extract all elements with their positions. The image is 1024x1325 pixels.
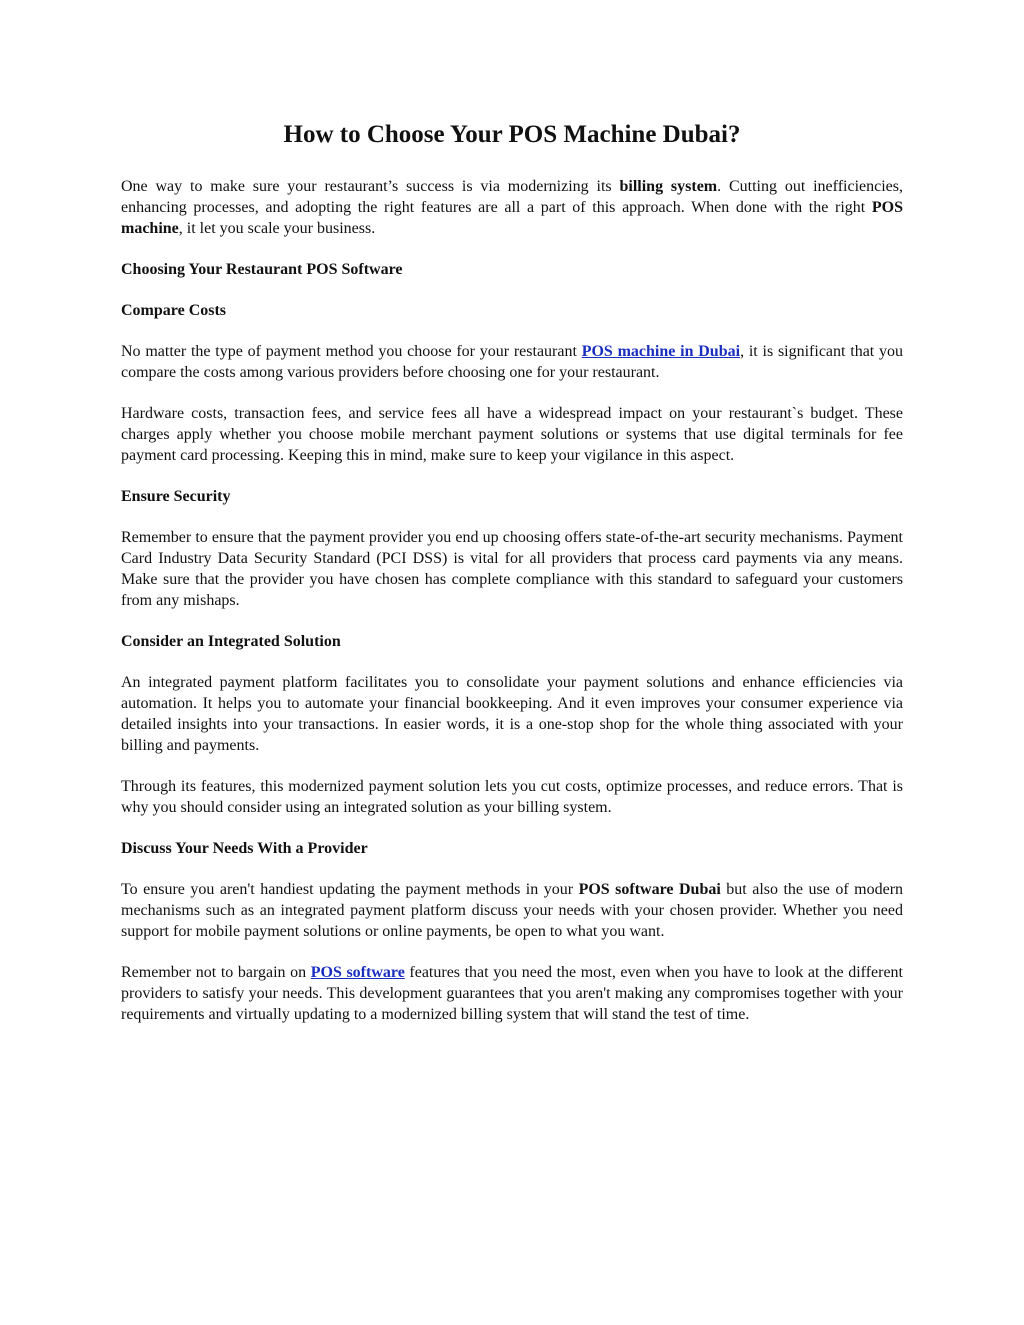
- costs-paragraph-2: Hardware costs, transaction fees, and service fees all have a widespread impact on your restaurant`s budget. These charges apply whether you choose mobile merchant payment solutions or systems that use digital terminals for fee payment card processing. Keeping this in mind, make sure to keep your vigilance in this aspect.: [121, 405, 903, 464]
- intro-text-2: . Cutting out inefficiencies, enhancing processes, and adopting the right features are all a part of this approach. When done with the right: [121, 178, 903, 216]
- integrated-paragraph-2: Through its features, this modernized payment solution lets you cut costs, optimize processes, and reduce errors. That is why you should consider using an integrated solution as your billing system.: [121, 778, 903, 816]
- intro-text-1: One way to make sure your restaurant’s success is via modernizing its: [121, 178, 620, 195]
- heading-discuss-needs: Discuss Your Needs With a Provider: [121, 840, 368, 857]
- pos-software-dubai-bold: POS software Dubai: [578, 881, 721, 898]
- needs2-text-2: features that you need the most, even when you have to look at the different providers to satisfy your needs. This development guarantees that you aren't making any compromises together with your requirements and virtually updating to a modernized billing system that will stand the test of time.: [121, 964, 903, 1023]
- document-page: [121, 118, 903, 1045]
- heading-compare-costs: Compare Costs: [121, 302, 227, 319]
- pos-software-link[interactable]: POS software: [310, 964, 405, 981]
- pos-machine-bold: POS machine: [121, 199, 903, 237]
- costs-text-2: , it is significant that you compare the costs among various providers before choosing one for your restaurant.: [121, 343, 904, 381]
- pos-machine-dubai-link[interactable]: POS machine in Dubai: [581, 343, 741, 360]
- needs-paragraph-2: [121, 962, 903, 1025]
- needs2-text-1: Remember not to bargain on: [121, 964, 311, 981]
- page-title: How to Choose Your POS Machine Dubai?: [283, 121, 741, 148]
- costs-text-1: No matter the type of payment method you choose for your restaurant: [121, 343, 582, 360]
- intro-paragraph: [121, 176, 903, 239]
- security-paragraph: Remember to ensure that the payment provider you end up choosing offers state-of-the-art security mechanisms. Payment Card Industry Data Security Standard (PCI DSS) is vital for all providers that process card payments via any means. Make sure that the provider you have chosen has complete compliance with this standard to safeguard your customers from any mishaps.: [121, 529, 903, 609]
- costs-paragraph-1: [121, 341, 903, 383]
- intro-text-3: , it let you scale your business.: [178, 220, 376, 237]
- heading-choosing-software: Choosing Your Restaurant POS Software: [121, 261, 403, 278]
- heading-ensure-security: Ensure Security: [121, 488, 231, 505]
- heading-integrated-solution: Consider an Integrated Solution: [121, 633, 341, 650]
- billing-system-bold: billing system: [619, 178, 718, 195]
- needs-text-2: but also the use of modern mechanisms such as an integrated payment platform discuss your needs with your chosen provider. Whether you need support for mobile payment solutions or online payments, be open to what you want.: [121, 881, 904, 940]
- integrated-paragraph-1: An integrated payment platform facilitates you to consolidate your payment solutions and enhance efficiencies via automation. It helps you to automate your financial bookkeeping. And it even improves your consumer experience via detailed insights into your transactions. In easier words, it is a one-stop shop for the whole thing associated with your billing and payments.: [121, 674, 903, 754]
- needs-text-1: To ensure you aren't handiest updating the payment methods in your: [121, 881, 579, 898]
- needs-paragraph-1: [121, 879, 903, 942]
